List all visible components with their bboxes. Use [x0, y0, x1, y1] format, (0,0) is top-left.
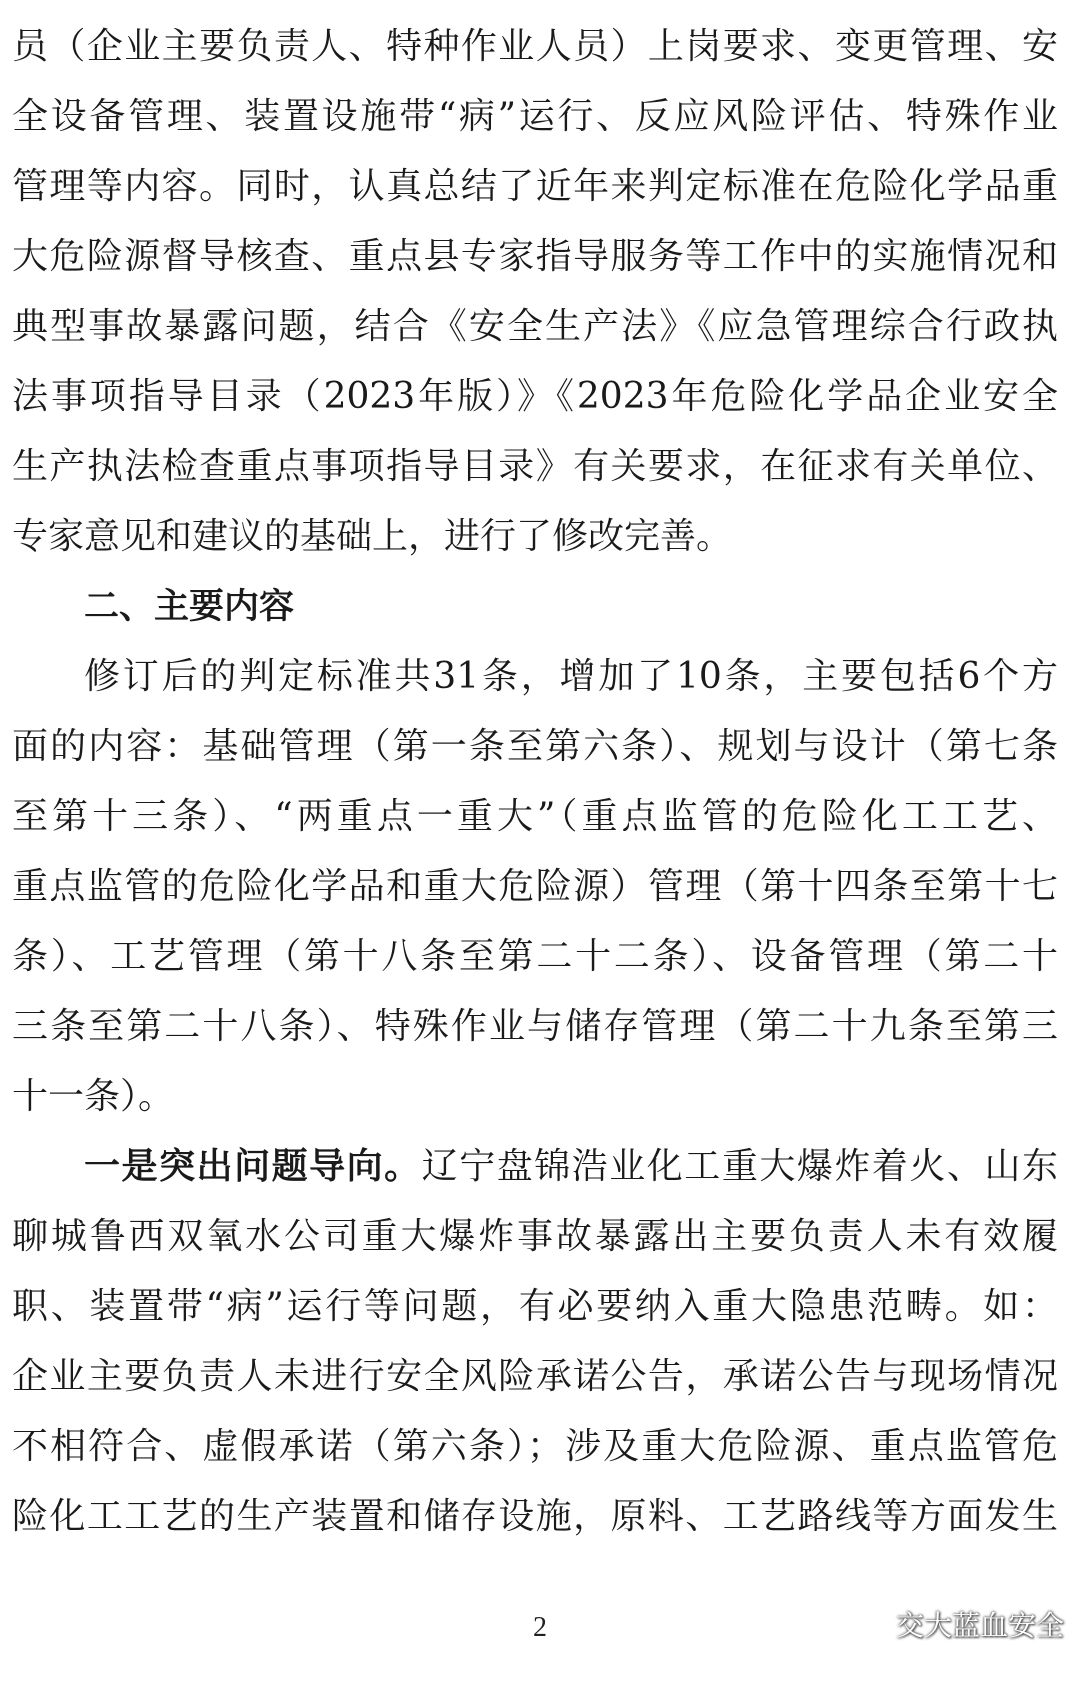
paragraph-2-line: 条）、工艺管理（第十八条至第二十二条）、设备管理（第二十 [12, 936, 1058, 977]
paragraph-2-line: 修订后的判定标准共31条，增加了10条，主要包括6个方 [84, 656, 1058, 697]
paragraph-1-line: 法事项指导目录（2023年版）》《2023年危险化学品企业安全 [12, 376, 1058, 417]
document-page [12, 12, 1058, 1552]
paragraph-3-line: 险化工工艺的生产装置和储存设施，原料、工艺路线等方面发生 [12, 1496, 1058, 1537]
paragraph-1-line: 典型事故暴露问题，结合《安全生产法》《应急管理综合行政执 [12, 306, 1058, 347]
paragraph-2-line: 面的内容：基础管理（第一条至第六条）、规划与设计（第七条 [12, 726, 1058, 767]
paragraph-3-line: 不相符合、虚假承诺（第六条）；涉及重大危险源、重点监管危 [12, 1426, 1058, 1467]
paragraph-2-line: 十一条）。 [12, 1076, 175, 1117]
paragraph-1-line: 大危险源督导核查、重点县专家指导服务等工作中的实施情况和 [12, 236, 1058, 277]
paragraph-3-line: 企业主要负责人未进行安全风险承诺公告，承诺公告与现场情况 [12, 1356, 1058, 1397]
paragraph-2 [12, 642, 1058, 1132]
paragraph-3-line: 聊城鲁西双氧水公司重大爆炸事故暴露出主要负责人未有效履 [12, 1216, 1058, 1257]
paragraph-3-first-line [12, 1132, 1058, 1202]
paragraph-1-line: 员（企业主要负责人、特种作业人员）上岗要求、变更管理、安 [12, 26, 1058, 67]
paragraph-3 [12, 1132, 1058, 1552]
paragraph-1-line: 专家意见和建议的基础上，进行了修改完善。 [12, 516, 733, 557]
paragraph-1-line: 全设备管理、装置设施带“病”运行、反应风险评估、特殊作业 [12, 96, 1058, 137]
watermark-text: 交大蓝血安全 [895, 1609, 1064, 1642]
watermark [854, 1604, 1064, 1644]
paragraph-2-line: 至第十三条）、“两重点一重大”（重点监管的危险化工工艺、 [12, 796, 1058, 837]
page-number: 2 [533, 1612, 547, 1643]
paragraph-3-lead: 一是突出问题导向。 [84, 1146, 422, 1187]
paragraph-2-line: 三条至第二十八条）、特殊作业与储存管理（第二十九条至第三 [12, 1006, 1058, 1047]
paragraph-1 [12, 12, 1058, 572]
paragraph-1-line: 管理等内容。同时，认真总结了近年来判定标准在危险化学品重 [12, 166, 1058, 207]
paragraph-1-line: 生产执法检查重点事项指导目录》有关要求，在征求有关单位、 [12, 446, 1058, 487]
paragraph-3-first-line-rest: 辽宁盘锦浩业化工重大爆炸着火、山东 [421, 1146, 1058, 1187]
section-heading: 二、主要内容 [84, 587, 295, 627]
wechat-icon [854, 1606, 888, 1643]
paragraph-2-line: 重点监管的危险化学品和重大危险源）管理（第十四条至第十七 [12, 866, 1058, 907]
paragraph-3-line: 职、装置带“病”运行等问题，有必要纳入重大隐患范畴。如： [12, 1286, 1058, 1327]
